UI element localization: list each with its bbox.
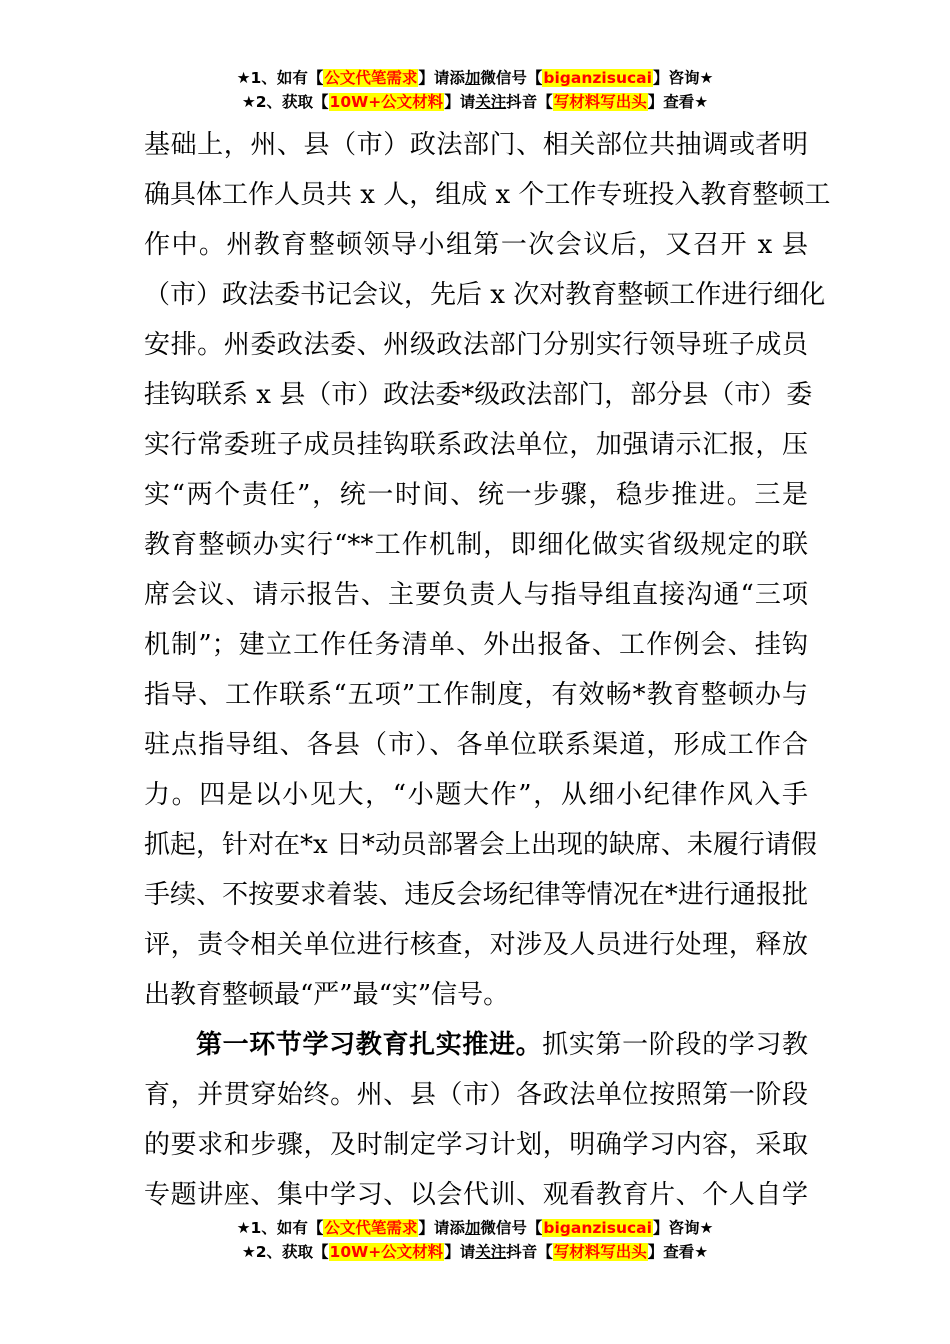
body-line: 力。四是以小见大，“小题大作”，从细小纪律作风入手 (144, 780, 808, 810)
banner-text: ★1、如有【 (236, 69, 324, 87)
banner-text: 】请 (444, 93, 476, 111)
body-line: 机制”；建立工作任务清单、外出报备、工作例会、挂钩 (144, 630, 808, 660)
body-line: 出教育整顿最“严”最“实”信号。 (144, 980, 510, 1010)
banner-text: 】请添 (418, 1219, 465, 1237)
banner-text: 微信号【 (480, 1219, 543, 1237)
body-line: 实“两个责任”，统一时间、统一步骤，稳步推进。三是 (144, 480, 808, 510)
banner-text: 】请添 (418, 69, 465, 87)
document-body (144, 120, 831, 1220)
banner-line-2 (0, 1240, 950, 1264)
banner-highlight: biganzisucai (543, 1219, 652, 1237)
banner-text: 抖音【 (506, 1243, 553, 1261)
banner-text: 抖音【 (506, 93, 553, 111)
banner-line-1 (0, 66, 950, 90)
body-line: 专题讲座、集中学习、以会代训、观看教育片、个人自学 (144, 1180, 808, 1210)
body-line: 手续、不按要求着装、违反会场纪律等情况在*进行通报批 (144, 880, 808, 910)
body-line: （市）政法委书记会议，先后 x 次对教育整顿工作进行细化 (144, 280, 826, 310)
body-line: 指导、工作联系“五项”工作制度，有效畅*教育整顿办与 (144, 680, 808, 710)
banner-underline-text: 加 (464, 69, 481, 87)
body-line: 安排。州委政法委、州级政法部门分别实行领导班子成员 (144, 330, 808, 360)
banner-text: ★1、如有【 (236, 1219, 324, 1237)
banner-text: ★2、获取【 (241, 1243, 329, 1261)
section-first-rest: 抓实第一阶段的学习教 (542, 1030, 808, 1060)
banner-text: 】查看★ (647, 1243, 709, 1261)
section-heading: 第一环节学习教育扎实推进。 (196, 1030, 543, 1060)
banner-highlight: 公文代笔需求 (324, 1219, 418, 1237)
section-first-line (144, 1020, 808, 1070)
body-line: 席会议、请示报告、主要负责人与指导组直接沟通“三项 (144, 580, 808, 610)
header-banner (0, 66, 950, 114)
banner-highlight: biganzisucai (543, 69, 652, 87)
banner-highlight: 公文代笔需求 (324, 69, 418, 87)
banner-line-1 (0, 1216, 950, 1240)
banner-text: 】请 (444, 1243, 476, 1261)
body-line: 的要求和步骤，及时制定学习计划，明确学习内容，采取 (144, 1130, 808, 1160)
banner-highlight: 10W+公文材料 (329, 93, 444, 111)
body-line: 育，并贯穿始终。州、县（市）各政法单位按照第一阶段 (144, 1080, 808, 1110)
banner-line-2 (0, 90, 950, 114)
body-line: 抓起，针对在*x 日*动员部署会上出现的缺席、未履行请假 (144, 830, 817, 860)
body-line: 驻点指导组、各县（市）、各单位联系渠道，形成工作合 (144, 730, 808, 760)
body-line: 确具体工作人员共 x 人，组成 x 个工作专班投入教育整顿工 (144, 180, 831, 210)
banner-highlight: 10W+公文材料 (329, 1243, 444, 1261)
banner-underline-text: 关注 (475, 93, 507, 111)
body-line: 实行常委班子成员挂钩联系政法单位，加强请示汇报，压 (144, 430, 808, 460)
banner-highlight: 写材料写出头 (553, 1243, 647, 1261)
banner-highlight: 写材料写出头 (553, 93, 647, 111)
banner-text: 】查看★ (647, 93, 709, 111)
banner-underline-text: 关注 (475, 1243, 507, 1261)
body-line: 教育整顿办实行“**工作机制，即细化做实省级规定的联 (144, 530, 808, 560)
banner-text: 微信号【 (480, 69, 543, 87)
body-line: 挂钩联系 x 县（市）政法委*级政法部门，部分县（市）委 (144, 380, 813, 410)
banner-text: 】咨询★ (652, 1219, 714, 1237)
banner-text: 】咨询★ (652, 69, 714, 87)
banner-text: ★2、获取【 (241, 93, 329, 111)
body-line: 评，责令相关单位进行核查，对涉及人员进行处理，释放 (144, 930, 808, 960)
body-line: 基础上，州、县（市）政法部门、相关部位共抽调或者明 (144, 130, 808, 160)
body-line: 作中。州教育整顿领导小组第一次会议后，又召开 x 县 (144, 230, 808, 260)
footer-banner (0, 1216, 950, 1264)
banner-underline-text: 加 (464, 1219, 481, 1237)
